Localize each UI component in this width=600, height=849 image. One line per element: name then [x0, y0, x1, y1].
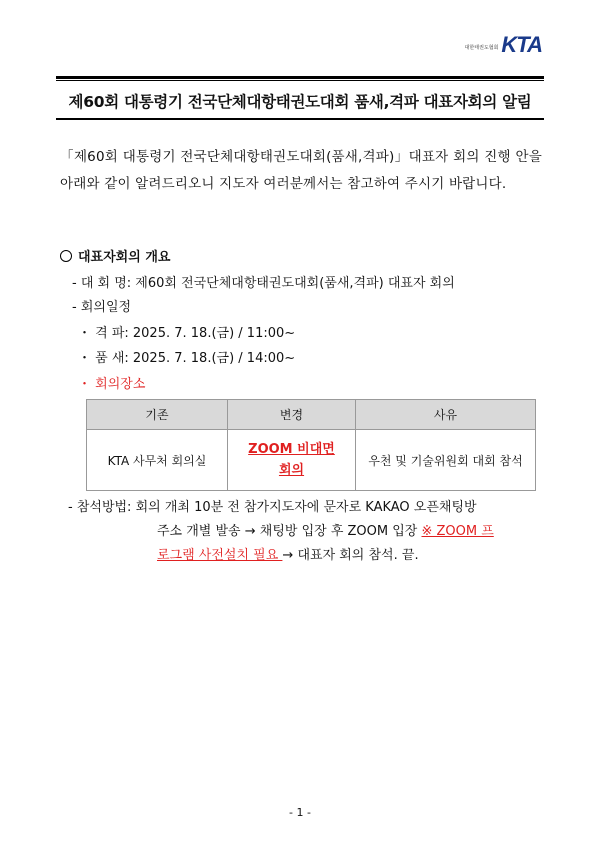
attendance-line3-note: 로그램 사전설치 필요 [157, 548, 283, 563]
venue-line [78, 373, 145, 392]
title-rule-top [56, 76, 544, 79]
section-heading-text: 대표자회의 개요 [78, 250, 171, 265]
logo-subtitle: 대한태권도협회 [464, 45, 499, 51]
attendance-line2 [68, 520, 494, 544]
cell-after-line2: 회의 [278, 463, 305, 478]
attendance-method [68, 496, 494, 568]
cell-before: KTA 사무처 회의실 [87, 430, 228, 491]
title-rule-top-thin [56, 80, 544, 81]
header-reason: 사유 [356, 400, 536, 430]
title-rule-bottom [56, 118, 544, 120]
header-after: 변경 [228, 400, 356, 430]
header-before: 기존 [87, 400, 228, 430]
kta-logo [465, 34, 542, 56]
attendance-line3-text: → 대표자 회의 참석. 끝. [282, 548, 419, 563]
attendance-line2-text: 주소 개별 발송 → 채팅방 입장 후 ZOOM 입장 [157, 524, 422, 539]
venue-bullet: ・ [78, 377, 92, 392]
table-row [87, 430, 536, 491]
attendance-line1: - 참석방법: 회의 개최 10분 전 참가지도자에 문자로 KAKAO 오픈채팅방 [68, 500, 477, 515]
event-name-line: - 대 회 명: 제60회 전국단체대항태권도대회(품새,격파) 대표자 회의 [72, 276, 455, 291]
document-title: 제60회 대통령기 전국단체대항태권도대회 품새,격파 대표자회의 알림 [68, 93, 532, 111]
schedule-poomsae: ・ 품 새: 2025. 7. 18.(금) / 14:00~ [78, 351, 296, 366]
venue-label: 회의장소 [95, 377, 146, 392]
attendance-line2-note: ※ ZOOM 프 [421, 524, 494, 539]
cell-after-line1: ZOOM 비대면 [248, 442, 335, 457]
schedule-label: - 회의일정 [72, 300, 132, 315]
logo-mark: KTA [501, 32, 542, 57]
table-header-row [87, 400, 536, 430]
circle-bullet-icon [60, 250, 72, 262]
schedule-gyeokpa: ・ 격 파: 2025. 7. 18.(금) / 11:00~ [78, 326, 296, 341]
cell-after [228, 430, 356, 491]
cell-reason: 우천 및 기술위원회 대회 참석 [356, 430, 536, 491]
section-heading [60, 246, 170, 265]
attendance-line3 [68, 544, 494, 568]
page-number: - 1 - [289, 806, 311, 819]
intro-paragraph: 「제60회 대통령기 전국단체대항태권도대회(품새,격파)」대표자 회의 진행 안을 아래와 같이 알려드리오니 지도자 여러분께서는 참고하여 주시기 바랍니다. [60, 149, 542, 192]
venue-table [86, 399, 536, 491]
